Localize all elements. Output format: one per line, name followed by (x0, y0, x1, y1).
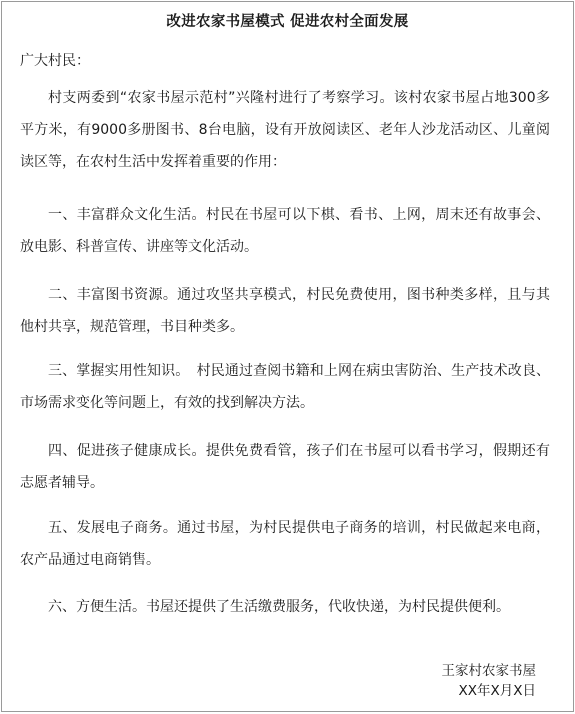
point-5-paragraph: 五、发展电子商务。通过书屋，为村民提供电子商务的培训，村民做起来电商，农产品通过电商销售。 (20, 520, 550, 568)
signature-block (442, 661, 537, 701)
point-1-paragraph: 一、丰富群众文化生活。村民在书屋可以下棋、看书、上网，周末还有故事会、放电影、科普宣传、讲座等文化活动。 (20, 207, 550, 255)
point-6-paragraph: 六、方便生活。书屋还提供了生活缴费服务，代收快递，为村民提供便利。 (48, 599, 510, 615)
salutation: 广大村民： (20, 53, 90, 69)
point-4-paragraph: 四、促进孩子健康成长。提供免费看管，孩子们在书屋可以看书学习，假期还有志愿者辅导。 (20, 443, 550, 491)
intro-paragraph: 村支两委到“农家书屋示范村”兴隆村进行了考察学习。该村农家书屋占地300多平方米，有9000多册图书、8台电脑，设有开放阅读区、老年人沙龙活动区、儿童阅读区等，在农村生活中发挥着重要的作用： (20, 90, 550, 170)
point-3-paragraph (20, 355, 550, 419)
document-title: 改进农家书屋模式 促进农村全面发展 (166, 14, 409, 30)
document-page (1, 1, 574, 712)
point-3-text: 三、掌握实用性知识。 村民通过查阅书籍和上网在病虫害防治、生产技术改良、市场需求变化等问题上，有效的找到解决方法。 (20, 363, 550, 411)
signature-date: XX年X月X日 (458, 683, 536, 699)
signature-org: 王家村农家书屋 (441, 663, 536, 679)
point-2-paragraph: 二、丰富图书资源。通过攻坚共享模式，村民免费使用，图书种类多样，且与其他村共享，规范管理，书目种类多。 (20, 287, 550, 335)
